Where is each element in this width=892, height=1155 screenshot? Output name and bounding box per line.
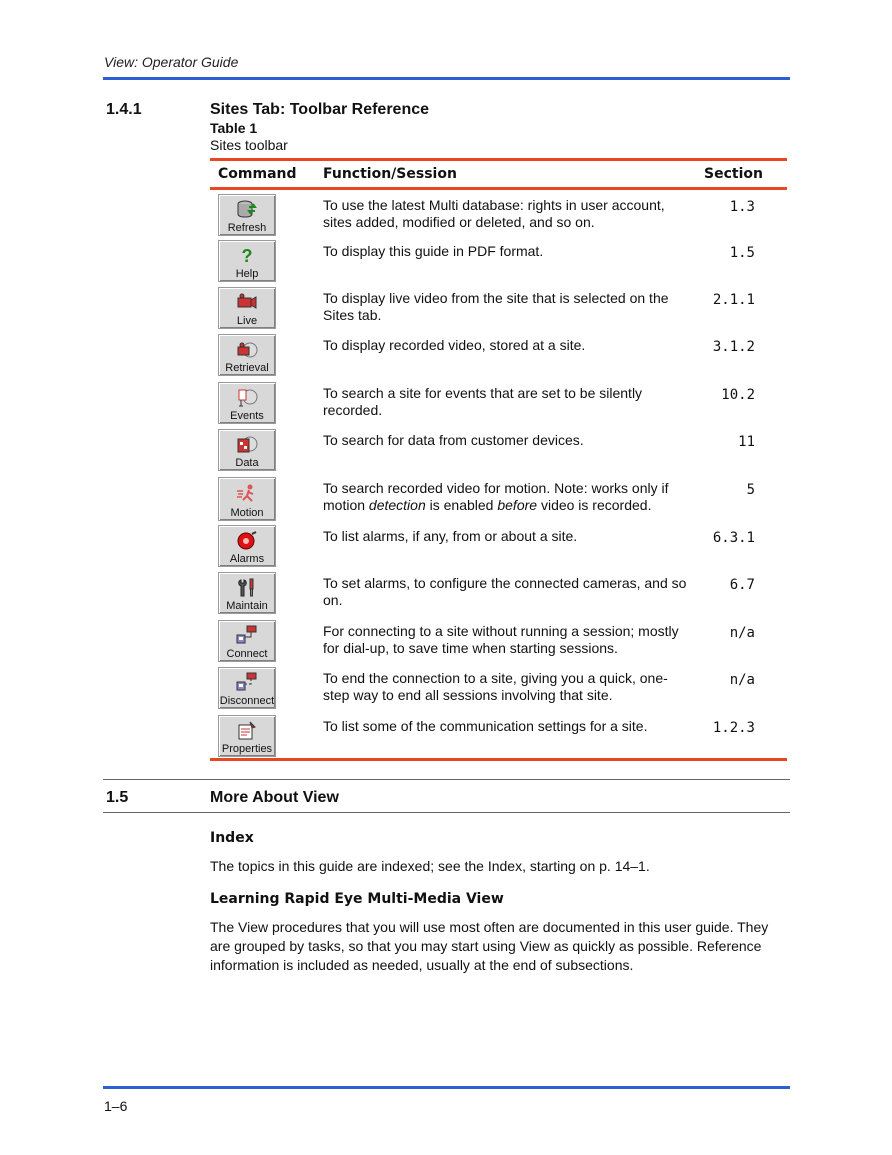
index-heading: Index — [210, 830, 254, 846]
maintain-icon — [235, 577, 259, 599]
help-label: Help — [235, 268, 259, 280]
table-row — [210, 477, 787, 524]
learning-heading: Learning Rapid Eye Multi-Media View — [210, 891, 504, 907]
data-button[interactable] — [218, 429, 276, 471]
maintain-button[interactable] — [218, 572, 276, 614]
section-number: 1.4.1 — [106, 101, 142, 118]
section-ref: 10.2 — [721, 387, 755, 403]
events-button[interactable] — [218, 382, 276, 424]
section-ref: 6.3.1 — [712, 530, 755, 546]
motion-icon — [235, 482, 259, 504]
function-text: To list some of the communication settings for a site. — [323, 718, 648, 734]
properties-icon — [235, 720, 259, 742]
col-section-header: Section — [704, 166, 763, 182]
function-text: To end the connection to a site, giving you a quick, one-step way to end all sessions involving that site. — [323, 670, 668, 703]
motion-button[interactable] — [218, 477, 276, 521]
section-number: 1.5 — [106, 789, 129, 806]
section-ref: 5 — [746, 482, 755, 498]
section-ref: 6.7 — [729, 577, 755, 593]
section-ref: n/a — [729, 672, 755, 688]
retrieval-label: Retrieval — [225, 362, 269, 374]
section-ref: 11 — [738, 434, 755, 450]
table-bottom-rule — [210, 758, 787, 761]
events-icon — [235, 387, 259, 409]
svg-text:?: ? — [241, 246, 253, 266]
disconnect-button[interactable] — [218, 667, 276, 709]
maintain-label: Maintain — [226, 600, 268, 612]
help-button[interactable] — [218, 240, 276, 282]
retrieval-icon — [235, 339, 259, 361]
function-text-part: To search recorded video for motion. Note: works only if motion — [323, 480, 669, 513]
footer-rule — [103, 1086, 790, 1089]
table-top-rule — [210, 158, 787, 161]
data-icon — [235, 434, 259, 456]
live-label: Live — [236, 315, 258, 327]
index-paragraph: The topics in this guide are indexed; see the Index, starting on p. 14–1. — [210, 858, 650, 874]
section-ref: 1.2.3 — [712, 720, 755, 736]
function-emphasis: detection — [368, 497, 426, 513]
live-button[interactable] — [218, 287, 276, 329]
function-text-part: is enabled — [425, 497, 498, 513]
table-row — [210, 667, 787, 714]
section-title: More About View — [210, 789, 339, 806]
connect-label: Connect — [226, 648, 268, 660]
motion-label: Motion — [230, 507, 264, 519]
section-ref: 2.1.1 — [712, 292, 755, 308]
section-rule-top — [103, 779, 790, 780]
alarms-label: Alarms — [229, 553, 265, 565]
running-header: View: Operator Guide — [104, 54, 239, 70]
function-text — [323, 480, 693, 514]
table-row — [210, 382, 787, 429]
function-text-part: video is recorded. — [537, 497, 652, 513]
function-text: For connecting to a site without running a session; mostly for dial-up, to save time when starting sessions. — [323, 623, 679, 656]
section-title: Sites Tab: Toolbar Reference — [210, 101, 430, 118]
properties-label: Properties — [221, 743, 273, 755]
page-number: 1–6 — [104, 1098, 128, 1114]
function-text: To search for data from customer devices. — [323, 432, 584, 448]
live-camera-icon — [235, 292, 259, 314]
table-row — [210, 429, 787, 476]
connect-icon — [235, 625, 259, 647]
refresh-icon — [235, 199, 259, 221]
function-text: To use the latest Multi database: rights in user account, sites added, modified or deleted, and so on. — [323, 197, 665, 230]
col-function-header: Function/Session — [323, 166, 457, 182]
table-row — [210, 620, 787, 667]
table-row — [210, 334, 787, 381]
table-row — [210, 287, 787, 334]
help-icon — [235, 245, 259, 267]
function-text: To display live video from the site that is selected on the Sites tab. — [323, 290, 669, 323]
retrieval-button[interactable] — [218, 334, 276, 376]
table-row — [210, 715, 787, 762]
section-rule-bottom — [103, 812, 790, 813]
events-label: Events — [230, 410, 264, 422]
section-ref: 1.5 — [729, 245, 755, 261]
table-row — [210, 194, 787, 241]
table-caption — [210, 120, 288, 154]
learning-paragraph: The View procedures that you will use most often are documented in this user guide. They are grouped by tasks, so that you may start using View as quickly as possible. Reference information is included as needed, usually at the end of subsections. — [210, 919, 769, 973]
data-label: Data — [235, 457, 259, 469]
function-text: To display recorded video, stored at a site. — [323, 337, 586, 353]
table-header-rule — [210, 187, 787, 190]
section-ref: 3.1.2 — [712, 339, 755, 355]
disconnect-label: Disconnect — [219, 695, 275, 707]
alarms-button[interactable] — [218, 525, 276, 567]
header-rule — [103, 77, 790, 80]
table-header — [210, 162, 787, 186]
disconnect-icon — [235, 672, 259, 694]
function-text: To list alarms, if any, from or about a site. — [323, 528, 578, 544]
refresh-button[interactable] — [218, 194, 276, 236]
properties-button[interactable] — [218, 715, 276, 757]
function-text: To set alarms, to configure the connected cameras, and so on. — [323, 575, 687, 608]
section-ref: n/a — [729, 625, 755, 641]
connect-button[interactable] — [218, 620, 276, 662]
col-command-header: Command — [218, 166, 297, 182]
table-label: Table 1 — [210, 120, 258, 136]
table-caption-text: Sites toolbar — [210, 137, 288, 153]
function-text: To display this guide in PDF format. — [323, 243, 544, 259]
refresh-label: Refresh — [227, 222, 267, 234]
alarm-icon — [235, 530, 259, 552]
table-row — [210, 572, 787, 619]
table-row — [210, 240, 787, 287]
function-text: To search a site for events that are set to be silently recorded. — [323, 385, 643, 418]
section-ref: 1.3 — [729, 199, 755, 215]
function-emphasis: before — [497, 497, 538, 513]
table-row — [210, 525, 787, 572]
